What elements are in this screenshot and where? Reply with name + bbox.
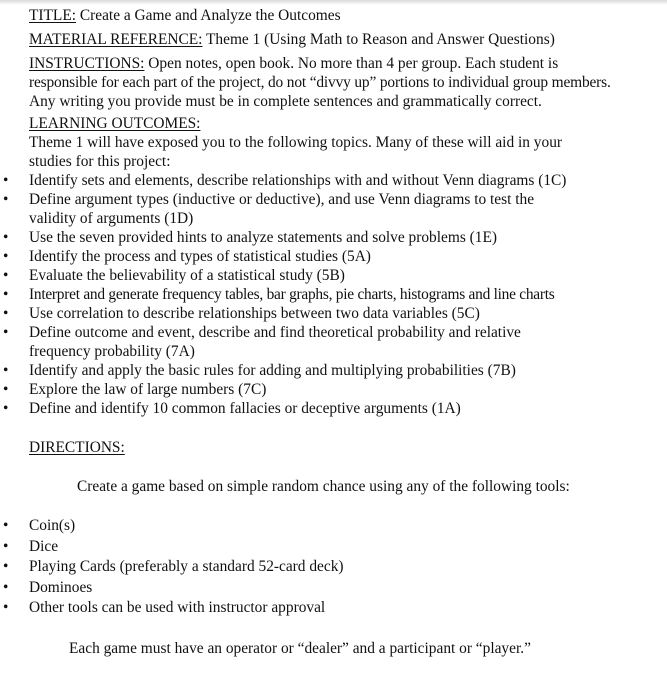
list-item: • Playing Cards (preferably a standard 52-card deck) [29,557,657,576]
instructions-line: Open notes, open book. No more than 4 per group. Each student is [148,55,559,72]
list-item: • Identify and apply the basic rules for adding and multiplying probabilities (7B) [29,361,657,380]
learning-outcomes-intro-line: Theme 1 will have exposed you to the following topics. Many of these will aid in your [29,134,563,151]
title-line [29,6,657,25]
list-item: • Dominoes [29,578,657,597]
directions-intro: Create a game based on simple random chance using any of the following tools: [77,478,570,495]
list-item: • Interpret and generate frequency tables, bar graphs, pie charts, histograms and line charts [29,285,657,304]
instructions-line: responsible for each part of the project, do not “divvy up” portions to individual group members. [29,74,611,91]
learning-outcomes-list [29,171,657,418]
tools-list [29,516,657,617]
instructions-label: INSTRUCTIONS: [29,55,145,72]
learning-outcomes-heading: LEARNING OUTCOMES: [29,115,201,132]
list-item: • Define argument types (inductive or deductive), and use Venn diagrams to test the validity of arguments (1D) [29,190,569,228]
instructions-line: Any writing you provide must be in complete sentences and grammatically correct. [29,93,542,110]
directions-heading: DIRECTIONS: [29,439,125,456]
list-item: • Dice [29,537,657,556]
title-label: TITLE: [29,7,77,24]
list-item: • Identify sets and elements, describe relationships with and without Venn diagrams (1C) [29,171,657,190]
learning-outcomes-section [29,114,657,418]
document-page [29,6,657,658]
list-item: • Evaluate the believability of a statistical study (5B) [29,266,657,285]
list-item: • Define and identify 10 common fallacies or deceptive arguments (1A) [29,399,657,418]
material-reference-text: Theme 1 (Using Math to Reason and Answer Questions) [206,31,555,48]
learning-outcomes-intro-line: studies for this project: [29,153,171,170]
list-item: • Explore the law of large numbers (7C) [29,380,657,399]
material-reference-line [29,30,657,49]
list-item: • Use the seven provided hints to analyze statements and solve problems (1E) [29,228,657,247]
list-item: • Identify the process and types of statistical studies (5A) [29,247,657,266]
top-edge-shadow [0,0,667,5]
material-reference-label: MATERIAL REFERENCE: [29,31,203,48]
directions-closing: Each game must have an operator or “dealer” and a participant or “player.” [69,640,531,658]
list-item: • Other tools can be used with instructor approval [29,598,657,617]
list-item: • Use correlation to describe relationships between two data variables (5C) [29,304,657,323]
title-text: Create a Game and Analyze the Outcomes [79,7,341,24]
instructions-paragraph [29,54,657,111]
list-item: • Coin(s) [29,516,657,535]
list-item: • Define outcome and event, describe and find theoretical probability and relative frequency probability (7A) [29,323,549,361]
